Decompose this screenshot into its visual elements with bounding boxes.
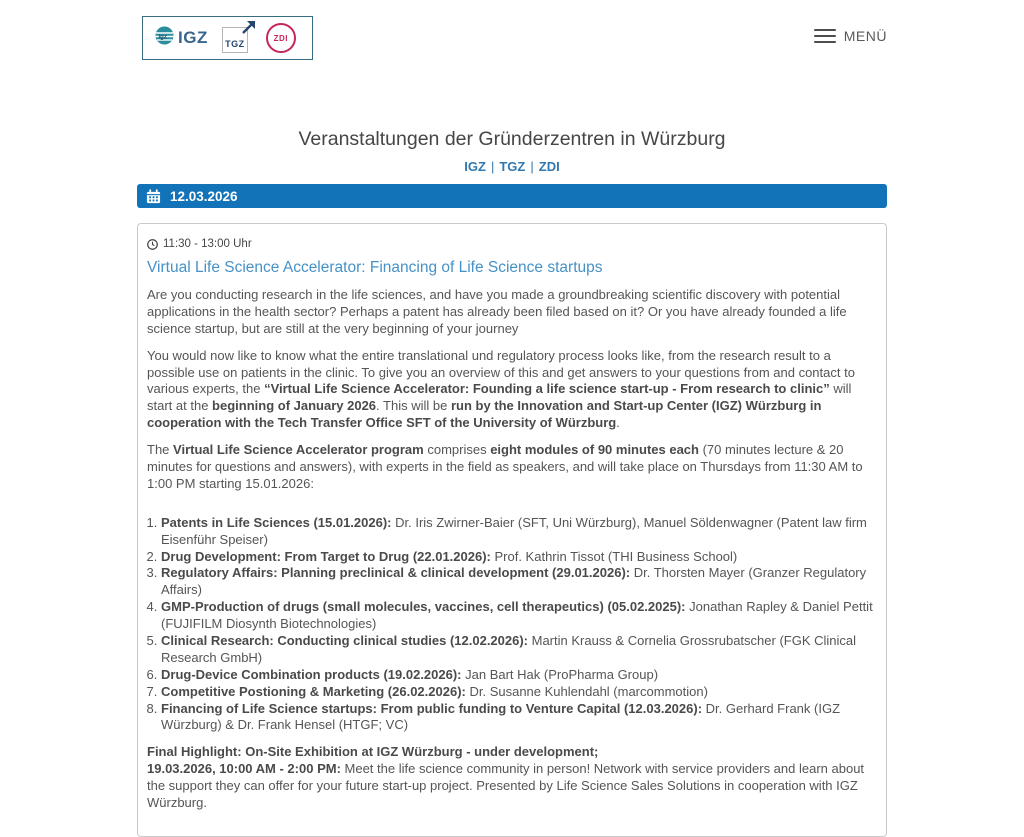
clock-icon bbox=[147, 239, 158, 250]
calendar-icon bbox=[146, 189, 161, 204]
link-zdi[interactable]: ZDI bbox=[538, 159, 560, 174]
module-list bbox=[147, 515, 874, 735]
center-links bbox=[137, 159, 887, 174]
svg-text:igz: igz bbox=[158, 34, 167, 41]
event-paragraph-1: Are you conducting research in the life sciences, and have you made a groundbreaking scientific discovery with potential applications in the health sector? Perhaps a patent has already been filed based on it? Or you have already founded a life science startup, but are still at the very beginning of your journey bbox=[147, 287, 847, 336]
date-label: 12.03.2026 bbox=[170, 188, 238, 204]
tgz-arrow-icon bbox=[242, 20, 256, 39]
event-time bbox=[147, 238, 874, 250]
link-separator: | bbox=[530, 159, 534, 174]
event-title-link[interactable]: Virtual Life Science Accelerator: Financing of Life Science startups bbox=[147, 259, 603, 276]
hamburger-icon bbox=[814, 29, 836, 43]
link-separator: | bbox=[490, 159, 495, 174]
module-item: 1. Patents in Life Sciences (15.01.2026): Dr. Iris Zwirner-Baier (SFT, Uni Würzburg), Manuel Söldenwagner (Patent law firm Eisenführ Speiser) bbox=[161, 515, 874, 549]
event-paragraph-2: You would now like to know what the entire translational und regulatory process looks like, from the research result to a possible use on patients in the clinic. To give you an overview of this and get answers to your questions from and contact to various experts, the “Virtual Life Science Accelerator: Founding a life science start-up - From research to clinic” will start at the beginning of January 2026. This will be run by the Innovation and Start-up Center (IGZ) Würzburg in cooperation with the Tech Transfer Office SFT of the University of Würzburg. bbox=[147, 347, 855, 431]
event-paragraph-3: The Virtual Life Science Accelerator program comprises eight modules of 90 minutes each (70 minutes lecture & 20 minutes for questions and answers), with experts in the field as speakers, and will take place on Thursdays from 11:30 AM to 1:00 PM starting 15.01.2026: bbox=[147, 442, 863, 491]
page bbox=[137, 0, 887, 837]
zdi-logo-text: ZDI bbox=[273, 33, 289, 43]
module-item: 8. Financing of Life Science startups: From public funding to Venture Capital (12.03.2026): Dr. Gerhard Frank (IGZ Würzburg) & Dr. Frank Hensel (HTGF; VC) bbox=[161, 701, 874, 735]
module-item: 2. Drug Development: From Target to Drug (22.01.2026): Prof. Kathrin Tissot (THI Business School) bbox=[161, 549, 874, 566]
zdi-logo bbox=[266, 23, 296, 53]
final-paragraph: Final Highlight: On-Site Exhibition at IGZ Würzburg - under development; 19.03.2026, 10:00 AM - 2:00 PM: Meet the life science community in person! Network with service providers and learn about the support they can offer for your future start-up project. Presented by Life Science Sales Solutions in cooperation with IGZ Würzburg. bbox=[147, 744, 865, 811]
event-card bbox=[137, 223, 887, 837]
module-item: 3. Regulatory Affairs: Planning preclinical & clinical development (29.01.2026): Dr. Thorsten Mayer (Granzer Regulatory Affairs) bbox=[161, 565, 874, 599]
module-item: 6. Drug-Device Combination products (19.02.2026): Jan Bart Hak (ProPharma Group) bbox=[161, 667, 874, 684]
module-item: 7. Competitive Postioning & Marketing (26.02.2026): Dr. Susanne Kuhlendahl (marcommotion) bbox=[161, 684, 874, 701]
module-item: 4. GMP-Production of drugs (small molecules, vaccines, cell therapeutics) (05.02.2025): Jonathan Rapley & Daniel Pettit (FUJIFILM Diosynth Biotechnologies) bbox=[161, 599, 874, 633]
module-item: 5. Clinical Research: Conducting clinical studies (12.02.2026): Martin Krauss & Cornelia Grossrubatscher (FGK Clinical Research GmbH) bbox=[161, 633, 874, 667]
menu-label: MENÜ bbox=[843, 28, 887, 44]
igz-logo bbox=[155, 26, 208, 50]
page-title: Veranstaltungen der Gründerzentren in Würzburg bbox=[298, 128, 726, 150]
menu-button[interactable] bbox=[814, 28, 887, 44]
logo-box[interactable] bbox=[142, 16, 313, 60]
igz-logo-text: IGZ bbox=[178, 28, 208, 47]
tgz-logo bbox=[222, 23, 252, 53]
tgz-logo-text: TGZ bbox=[225, 39, 245, 49]
header bbox=[137, 0, 887, 60]
igz-globe-icon bbox=[155, 26, 174, 50]
date-bar bbox=[137, 184, 887, 208]
link-igz[interactable]: IGZ bbox=[464, 159, 486, 174]
link-tgz[interactable]: TGZ bbox=[499, 159, 526, 174]
event-time-label: 11:30 - 13:00 Uhr bbox=[163, 238, 252, 250]
